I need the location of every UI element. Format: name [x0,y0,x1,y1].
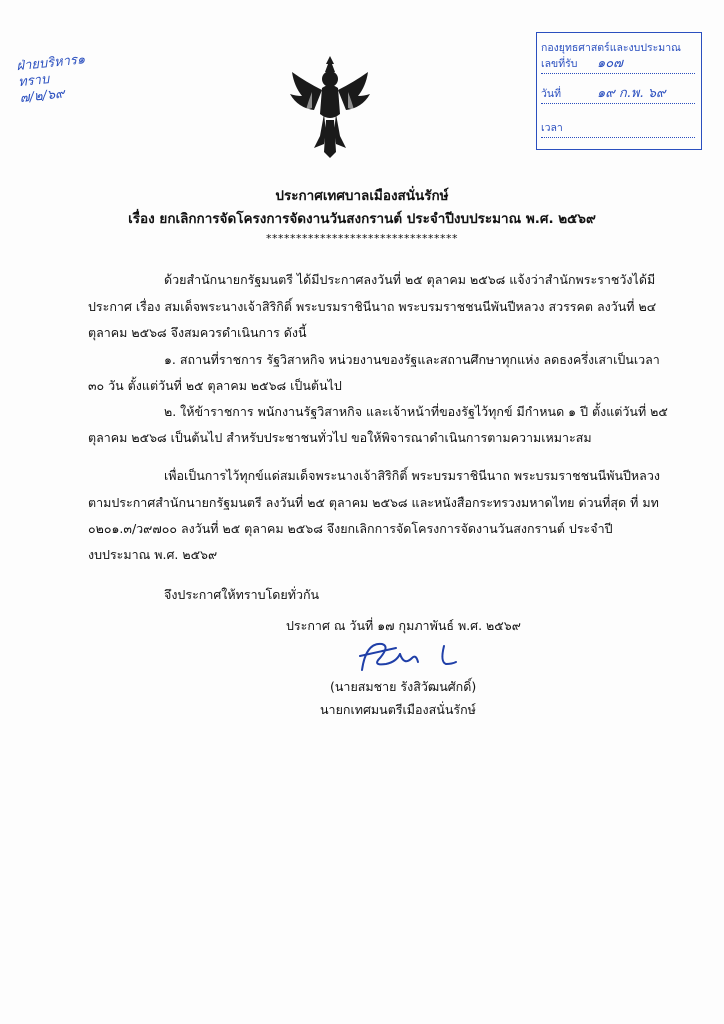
paragraph-1-line-3: ตุลาคม ๒๕๖๘ จึงสมควรดำเนินการ ดังนี้ [88,325,307,340]
stamp-time-label: เวลา [541,122,563,134]
signer-position: นายกเทศมนตรีเมืองสนั่นรักษ์ [320,702,476,717]
paragraph-4-line-4: งบประมาณ พ.ศ. ๒๕๖๙ [88,547,218,562]
stamp-date-value: ๑๙ ก.พ. ๖๙ [597,86,666,101]
signer-name: (นายสมชาย รังสิวัฒนศักดิ์) [330,679,477,694]
stamp-title: กองยุทธศาสตร์และงบประมาณ [541,42,681,54]
stamp-number-label: เลขที่รับ [541,58,578,70]
document-subject: เรื่อง ยกเลิกการจัดโครงการจัดงานวันสงกรานต์ ประจำปีงบประมาณ พ.ศ. ๒๕๖๙ [128,211,596,227]
closing-statement: จึงประกาศให้ทราบโดยทั่วกัน [164,587,320,602]
paragraph-1-line-2: ประกาศ เรื่อง สมเด็จพระนางเจ้าสิริกิติ์ พระบรมราชินีนาถ พระบรมราชชนนีพันปีหลวง สวรรคต ลงวันที่ ๒๔ [88,299,657,314]
paragraph-4-line-2: ตามประกาศสำนักนายกรัฐมนตรี ลงวันที่ ๒๕ ตุลาคม ๒๕๖๘ และหนังสือกระทรวงมหาดไทย ด่วนที่สุด ที่ มท [88,495,659,510]
paragraph-2-line-2: ๓๐ วัน ตั้งแต่วันที่ ๒๕ ตุลาคม ๒๕๖๘ เป็นต้นไป [88,378,342,393]
paragraph-4-line-1: เพื่อเป็นการไว้ทุกข์แด่สมเด็จพระนางเจ้าสิริกิติ์ พระบรมราชินีนาถ พระบรมราชชนนีพันปีหลวง [164,468,660,483]
document-title: ประกาศเทศบาลเมืองสนั่นรักษ์ [275,188,449,204]
stamp-time-row [541,119,695,138]
paragraph-3-line-1: ๒. ให้ข้าราชการ พนักงานรัฐวิสาหกิจ และเจ้าหน้าที่ของรัฐไว้ทุกข์ มีกำหนด ๑ ปี ตั้งแต่วันที่ ๒๕ [164,404,668,419]
paragraph-4-line-3: ๐๒๐๑.๓/ว๙๗๐๐ ลงวันที่ ๒๕ ตุลาคม ๒๕๖๘ จึงยกเลิกการจัดโครงการจัดงานวันสงกรานต์ ประจำปี [88,521,613,536]
stamp-date-row [541,85,695,104]
handwritten-note-line-2: ทราบ [17,72,50,91]
paragraph-2-line-1: ๑. สถานที่ราชการ รัฐวิสาหกิจ หน่วยงานของรัฐและสถานศึกษาทุกแห่ง ลดธงครึ่งเสาเป็นเวลา [164,352,660,367]
stamp-date-label: วันที่ [541,88,561,100]
announcement-date: ประกาศ ณ วันที่ ๑๗ กุมภาพันธ์ พ.ศ. ๒๕๖๙ [286,618,521,633]
stamp-number-value: ๑๐๗ [597,56,623,71]
paragraph-1-line-1: ด้วยสำนักนายกรัฐมนตรี ได้มีประกาศลงวันที่ ๒๕ ตุลาคม ๒๕๖๘ แจ้งว่าสำนักพระราชวังได้มี [164,272,656,287]
handwritten-note [16,49,120,107]
handwritten-signature-icon [356,636,466,676]
garuda-emblem-icon [286,52,374,160]
separator-line: ******************************** [266,232,458,245]
paragraph-3-line-2: ตุลาคม ๒๕๖๘ เป็นต้นไป สำหรับประชาชนทั่วไป ขอให้พิจารณาดำเนินการตามความเหมาะสม [88,430,592,445]
handwritten-note-line-1: ฝ่ายบริหาร๑ [15,52,86,75]
handwritten-note-line-3: ๗/๒/๖๙ [19,86,66,107]
stamp-number-row [541,55,695,74]
receipt-stamp [536,32,702,150]
